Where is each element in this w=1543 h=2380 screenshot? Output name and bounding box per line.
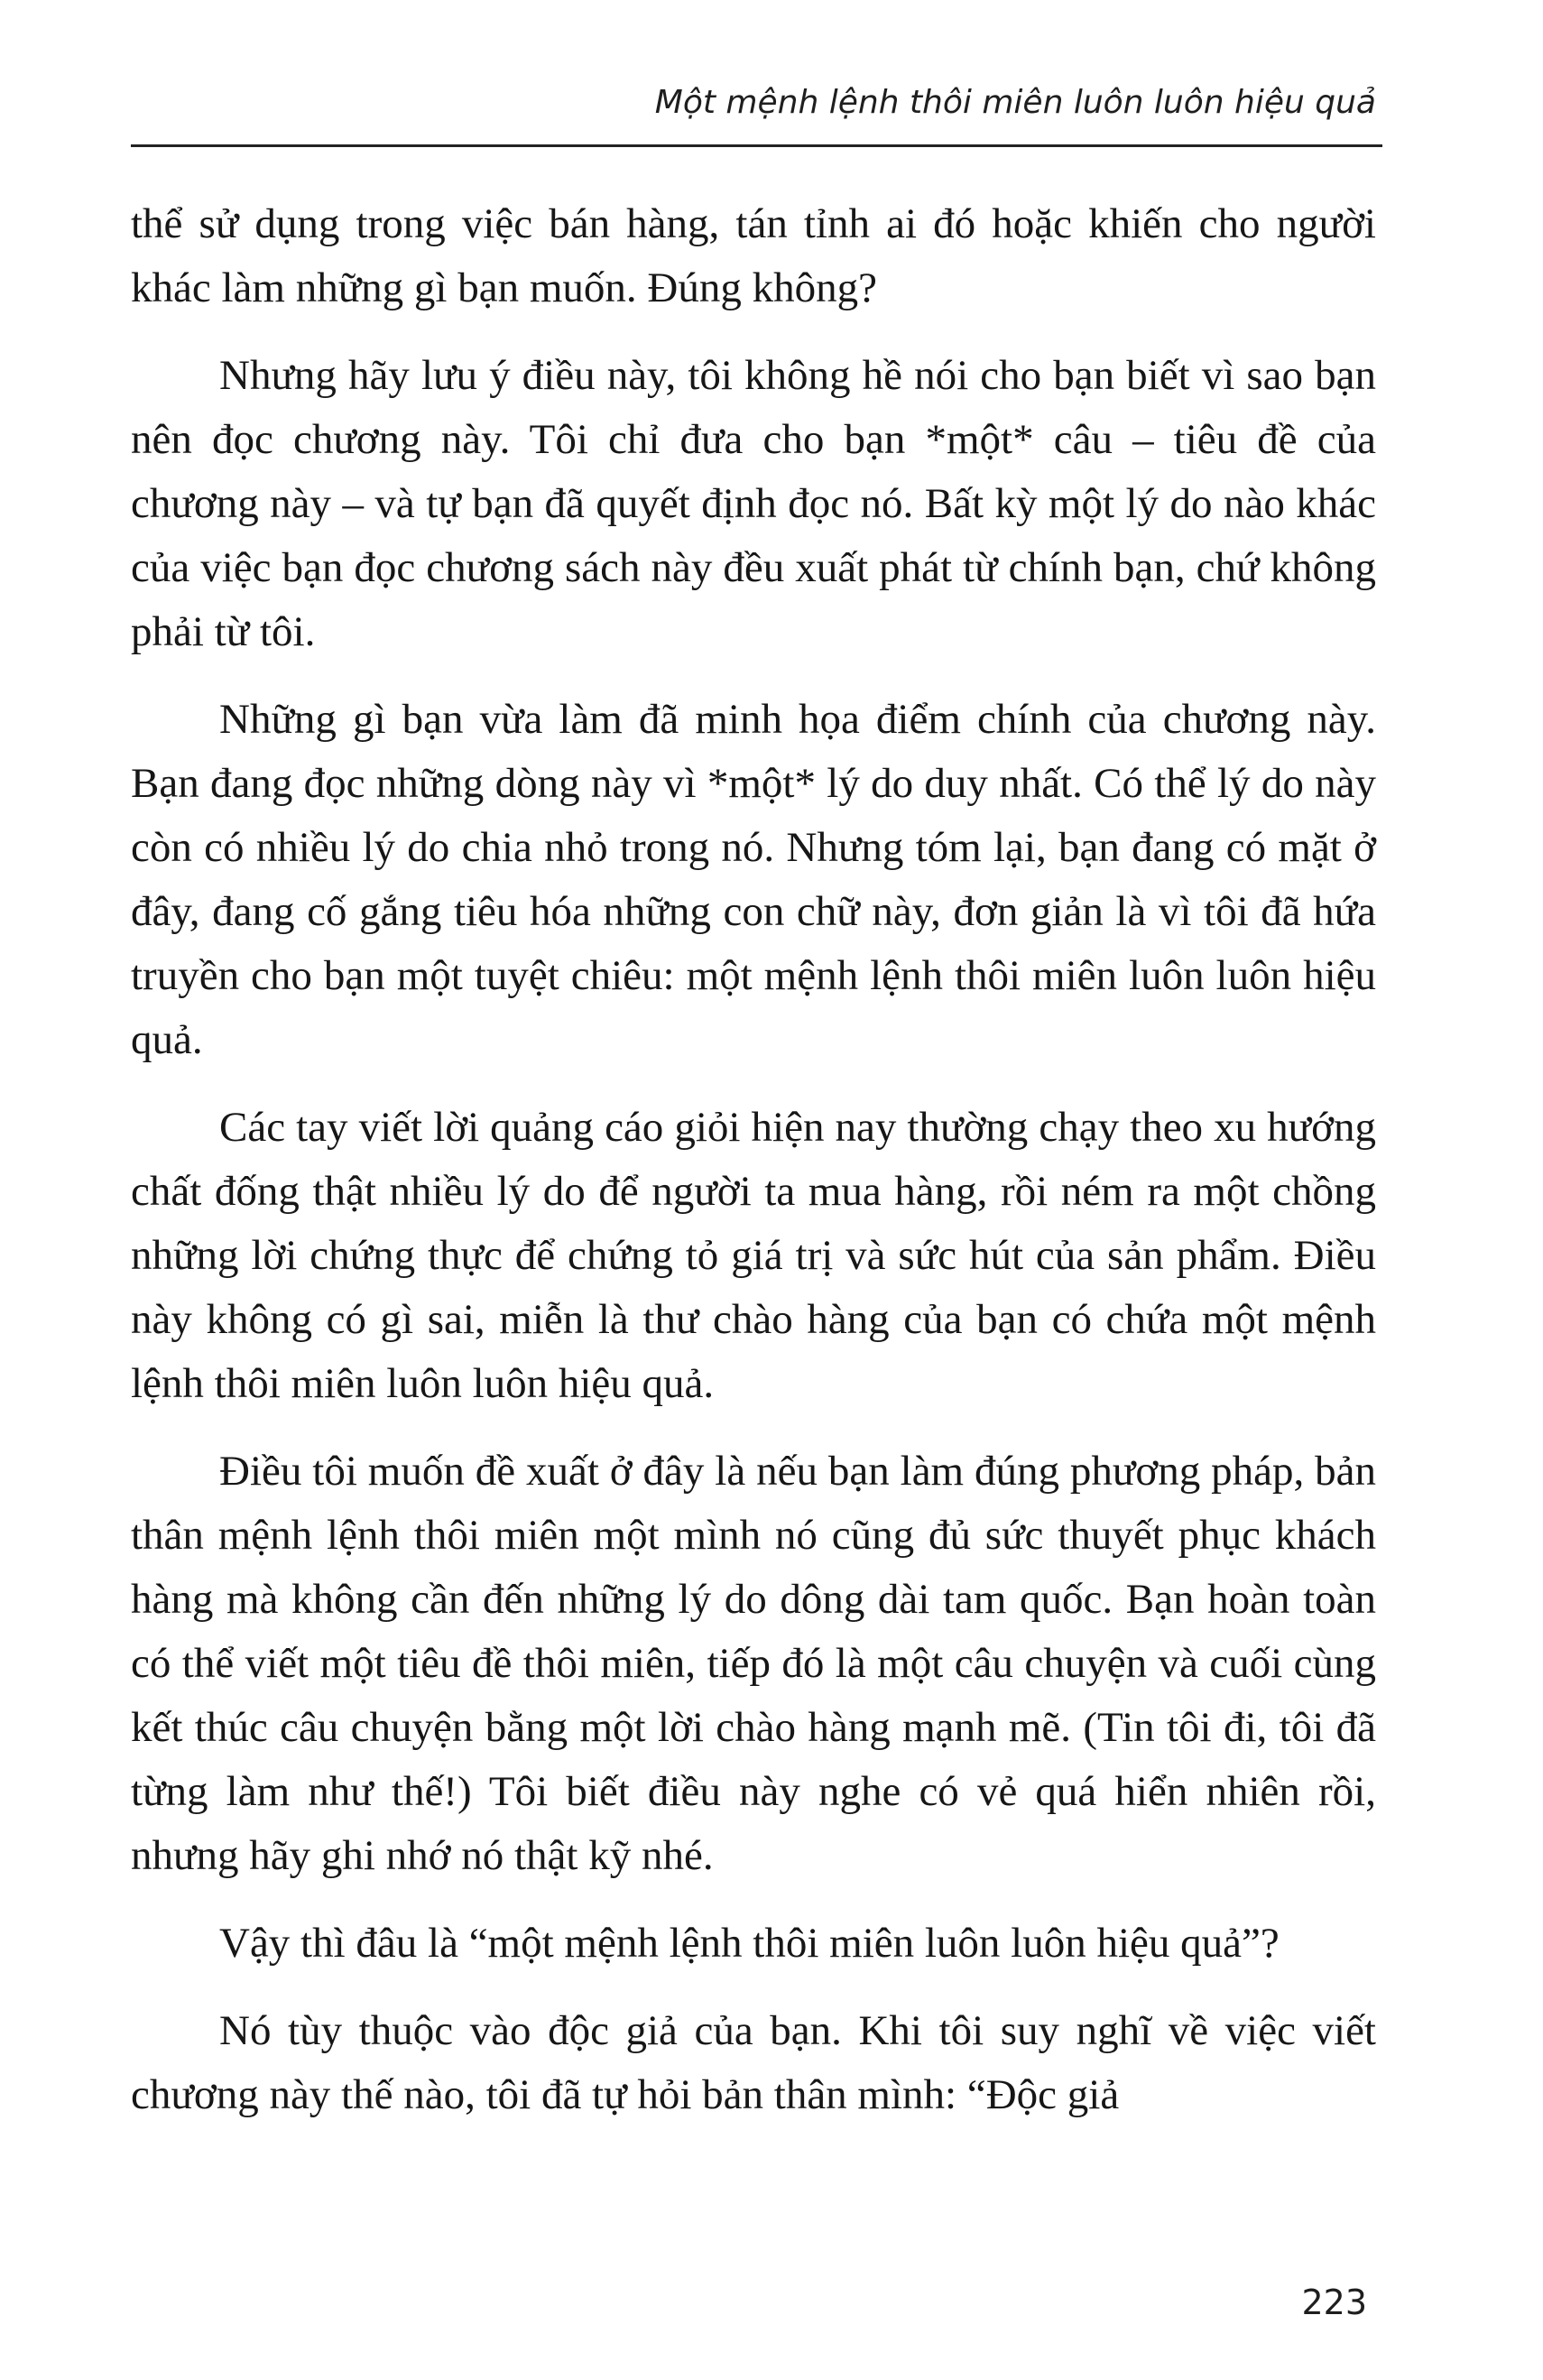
paragraph: thể sử dụng trong việc bán hàng, tán tỉnh ai đó hoặc khiến cho người khác làm những gì bạn muốn. Đúng không?	[131, 200, 1376, 311]
header-divider	[131, 144, 1382, 147]
paragraph: Nó tùy thuộc vào độc giả của bạn. Khi tôi suy nghĩ về việc viết chương này thế nào, tôi đã tự hỏi bản thân mình: “Độc giả	[131, 2007, 1376, 2118]
body-text	[131, 192, 1376, 2151]
paragraph: Những gì bạn vừa làm đã minh họa điểm chính của chương này. Bạn đang đọc những dòng này vì *một* lý do duy nhất. Có thể lý do này còn có nhiều lý do chia nhỏ trong nó. Nhưng tóm lại, bạn đang có mặt ở đây, đang cố gắng tiêu hóa những con chữ này, đơn giản là vì tôi đã hứa truyền cho bạn một tuyệt chiêu: một mệnh lệnh thôi miên luôn luôn hiệu quả.	[131, 696, 1376, 1063]
paragraph: Điều tôi muốn đề xuất ở đây là nếu bạn làm đúng phương pháp, bản thân mệnh lệnh thôi miên một mình nó cũng đủ sức thuyết phục khách hàng mà không cần đến những lý do dông dài tam quốc. Bạn hoàn toàn có thể viết một tiêu đề thôi miên, tiếp đó là một câu chuyện và cuối cùng kết thúc câu chuyện bằng một lời chào hàng mạnh mẽ. (Tin tôi đi, tôi đã từng làm như thế!) Tôi biết điều này nghe có vẻ quá hiển nhiên rồi, nhưng hãy ghi nhớ nó thật kỹ nhé.	[131, 1448, 1376, 1879]
paragraph: Vậy thì đâu là “một mệnh lệnh thôi miên luôn luôn hiệu quả”?	[219, 1920, 1280, 1967]
paragraph: Nhưng hãy lưu ý điều này, tôi không hề nói cho bạn biết vì sao bạn nên đọc chương này. Tôi chỉ đưa cho bạn *một* câu – tiêu đề của chương này – và tự bạn đã quyết định đọc nó. Bất kỳ một lý do nào khác của việc bạn đọc chương sách này đều xuất phát từ chính bạn, chứ không phải từ tôi.	[131, 352, 1376, 655]
paragraph: Các tay viết lời quảng cáo giỏi hiện nay thường chạy theo xu hướng chất đống thật nhiều lý do để người ta mua hàng, rồi ném ra một chồng những lời chứng thực để chứng tỏ giá trị và sức hút của sản phẩm. Điều này không có gì sai, miễn là thư chào hàng của bạn có chứa một mệnh lệnh thôi miên luôn luôn hiệu quả.	[131, 1104, 1376, 1407]
running-header-title: Một mệnh lệnh thôi miên luôn luôn hiệu quả	[654, 84, 1376, 121]
page-number: 223	[1301, 2283, 1367, 2322]
